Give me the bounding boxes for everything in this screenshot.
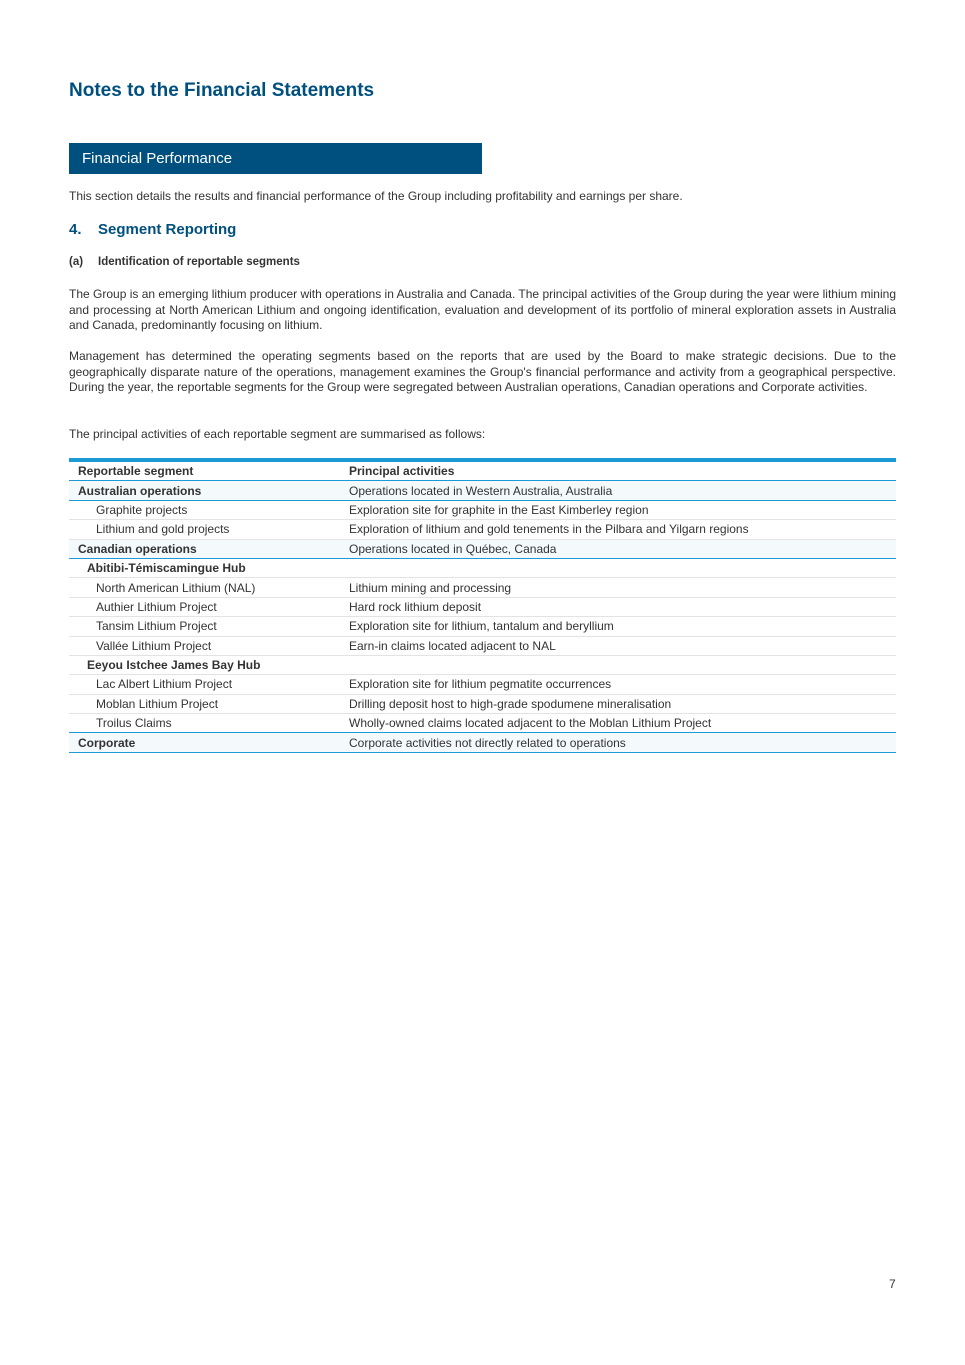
table-row xyxy=(69,655,896,674)
segments-table xyxy=(69,458,896,753)
table-row xyxy=(69,558,896,577)
segment-cell: Moblan Lithium Project xyxy=(69,694,340,713)
activity-cell xyxy=(340,655,896,674)
activity-cell: Operations located in Québec, Canada xyxy=(340,539,896,558)
table-row xyxy=(69,500,896,519)
activity-cell: Hard rock lithium deposit xyxy=(340,597,896,616)
table-row xyxy=(69,578,896,597)
table-header xyxy=(69,460,896,481)
segment-cell: Abitibi-Témiscamingue Hub xyxy=(69,558,340,577)
table-row xyxy=(69,675,896,694)
paragraph: Management has determined the operating segments based on the reports that are used by the Board to make strategic decisions. Due to the geographically disparate nature of the operations, management examines the Group's financial performance and activity from a geographical perspective. During the year, the reportable segments for the Group were segregated between Australian operations, Canadian operations and Corporate activities. xyxy=(69,349,896,394)
table-row xyxy=(69,481,896,500)
subsection-title: Identification of reportable segments xyxy=(98,256,300,268)
table-row xyxy=(69,714,896,733)
table-row xyxy=(69,617,896,636)
segment-cell: Corporate xyxy=(69,733,340,752)
table-row xyxy=(69,694,896,713)
activity-cell xyxy=(340,558,896,577)
subsection-number: (a) xyxy=(69,256,84,268)
page-number: 7 xyxy=(889,1277,896,1291)
activity-cell: Corporate activities not directly related to operations xyxy=(340,733,896,752)
activity-cell: Wholly-owned claims located adjacent to the Moblan Lithium Project xyxy=(340,714,896,733)
segment-cell: Eeyou Istchee James Bay Hub xyxy=(69,655,340,674)
subsection-heading xyxy=(69,256,300,268)
activity-cell: Earn-in claims located adjacent to NAL xyxy=(340,636,896,655)
table-row xyxy=(69,597,896,616)
paragraph: The principal activities of each reportable segment are summarised as follows: xyxy=(69,427,486,441)
activity-cell: Lithium mining and processing xyxy=(340,578,896,597)
header-cell: Reportable segment xyxy=(69,460,340,481)
table-row xyxy=(69,520,896,539)
segment-cell: Vallée Lithium Project xyxy=(69,636,340,655)
section-number: 4. xyxy=(69,221,82,238)
segment-cell: Authier Lithium Project xyxy=(69,597,340,616)
segment-cell: Canadian operations xyxy=(69,539,340,558)
activity-cell: Exploration site for lithium pegmatite occurrences xyxy=(340,675,896,694)
segment-cell: Troilus Claims xyxy=(69,714,340,733)
segment-cell: Tansim Lithium Project xyxy=(69,617,340,636)
table-row xyxy=(69,539,896,558)
segment-cell: Lac Albert Lithium Project xyxy=(69,675,340,694)
segment-cell: Australian operations xyxy=(69,481,340,500)
header-cell: Principal activities xyxy=(340,460,896,481)
page-title: Notes to the Financial Statements xyxy=(69,80,375,101)
segment-cell: Lithium and gold projects xyxy=(69,520,340,539)
section-banner: Financial Performance xyxy=(69,143,482,174)
activity-cell: Exploration site for graphite in the East Kimberley region xyxy=(340,500,896,519)
segment-cell: North American Lithium (NAL) xyxy=(69,578,340,597)
section-title: Segment Reporting xyxy=(98,221,237,238)
activity-cell: Operations located in Western Australia, Australia xyxy=(340,481,896,500)
section-heading xyxy=(69,221,236,238)
activity-cell: Drilling deposit host to high-grade spodumene mineralisation xyxy=(340,694,896,713)
activity-cell: Exploration of lithium and gold tenements in the Pilbara and Yilgarn regions xyxy=(340,520,896,539)
intro-text: This section details the results and financial performance of the Group including profitability and earnings per share. xyxy=(69,189,683,203)
table-row xyxy=(69,636,896,655)
segment-cell: Graphite projects xyxy=(69,500,340,519)
activity-cell: Exploration site for lithium, tantalum and beryllium xyxy=(340,617,896,636)
paragraph: The Group is an emerging lithium producer with operations in Australia and Canada. The principal activities of the Group during the year were lithium mining and processing at North American Lithium and ongoing identification, evaluation and development of its portfolio of mineral exploration assets in Australia and Canada, predominantly focusing on lithium. xyxy=(69,287,896,332)
table-row xyxy=(69,733,896,752)
